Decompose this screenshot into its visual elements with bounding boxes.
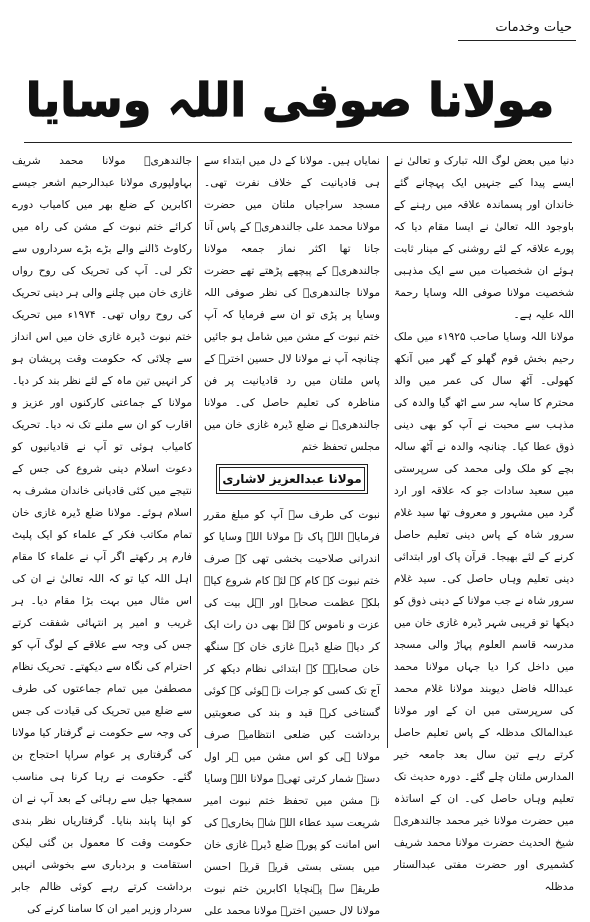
paragraph: جالندھریؒ مولانا محمد شریف بہاولپوری مولانا عبدالرحیم اشعر جیسے اکابرین کے ضلع بھر میں کامیاب دورے کرائے ختم نبوت کے مشن کی راہ میں رکاوٹ ڈالنے والے بڑے بڑے سرداروں سے ٹکر لی۔ آپ کی تحریک کی روح رواں غازی خان میں چلنے والی ہر دینی تحریک کی روح رواں تھی۔ ۱۹۷۴ء میں تحریک ختم نبوت ڈیرہ غازی خان میں اس انداز سے چلائی کہ حکومت وقت پریشان ہو کر انہیں تین ماہ کے لئے نظر بند کر دیا۔ مولانا کے جماعتی کارکنوں اور عزیز و اقارب کو ان سے ملنے تک نہ دیا۔ تحریک کامیاب ہوئی تو آپ نے قادیانیوں کو دعوت اسلام دینی شروع کی جس کے نتیجے میں کئی قادیانی خاندان مشرف بہ اسلام ہوئے۔ مولانا ضلع ڈیرہ غازی خان تمام مکاتب فکر کے علماء کو ایک پلیٹ فارم پر رکھتے اگر آپ نے علماء کا مقام اہل اللہ کیا تو کہ اللہ تعالیٰ نے ان کی اس مثال میں بہت بڑا مقام دیا۔ ہر غریب و امیر پر انتہائی شفقت کرتے جس کی وجہ سے علاقے کے لوگ آپ کو احترام کی نگاہ سے دیکھتے۔ تحریک نظام مصطفیٰ میں تمام جماعتوں کی طرف سے ضلع میں تحریک کی قیادت کی جس کی وجہ سے حکومت نے گرفتار کیا مولانا کی گرفتاری پر عوام سراپا احتجاج بن گئے۔ حکومت نے رہا کرنا ہی مناسب سمجھا جیل سے رہائی کے بعد آپ نے ان کو اپنا پابند بنایا۔ گرفتاریاں نظر بندی حکومت وقت کا معمول بن گئی لیکن استقامت و بردباری سے بخوشی انہیں برداشت کرتے رہے کوئی ظالم جابر سردار وزیر امیر ان کا سامنا کرنے کی (12, 155, 192, 915)
column-divider (197, 156, 198, 748)
column-middle (204, 150, 380, 917)
byline-box (216, 464, 368, 494)
title-rule (24, 142, 572, 143)
section-rule (458, 40, 576, 41)
column-right (394, 150, 574, 893)
article-title: مولانا صوفی اللہ وسایا (25, 73, 555, 127)
paragraph: مولانا اللہ وسایا صاحب ۱۹۲۵ء میں ملک رحیم بخش قوم گھلو کے گھر میں آنکھ کھولی۔ آٹھ سال کی عمر میں والد محترم کا سایہ سر سے اٹھ گیا والدہ کی مذہب سے محبت نے آپ کو بھی دینی ذوق عطا کیا۔ چنانچہ والدہ نے آٹھ سالہ بچے کو ملک ولی محمد کی سرپرستی میں سعید سادات جو کہ علاقہ اور ارد گرد میں مشہور و معروف تھا سید غلام سرور شاہ کے پاس دینی تعلیم حاصل کرنے کے لئے بھیجا۔ قرآن پاک اور ابتدائی دینی تعلیم وہاں حاصل کی۔ سید غلام سرور شاہ نے جب مولانا کے دینی ذوق کو دیکھا تو قریبی شہر ڈیرہ غازی خان میں مدرسہ قاسم العلوم پہاڑ والی مسجد میں داخل کرا دیا جہاں مولانا محمد عبداللہ فاضل دیوبند مولانا غلام محمد کی سرپرستی میں ان کے اور مولانا عبدالمالک مدظلہ کے پاس تعلیم حاصل کرتے رہے تین سال بعد جامعہ خیر المدارس ملتان چلے گئے۔ دورہ حدیث تک تعلیم وہاں حاصل کی۔ ان کے اساتذہ میں حضرت مولانا خیر محمد جالندھریؒ شیخ الحدیث حضرت مولانا محمد شریف کشمیری اور حضرت مفتی عبدالستار مدظلہ (394, 331, 574, 893)
column-left (12, 150, 192, 915)
paragraph: نمایاں ہیں۔ مولانا کے دل میں ابتداء سے ہی قادیانیت کے خلاف نفرت تھی۔ مسجد سراجیاں ملتان میں حضرت مولانا محمد علی جالندھریؒ کے پاس آنا جانا تھا اکثر نماز جمعہ مولانا جالندھریؒ کے پیچھے پڑھتے تھے حضرت مولانا جالندھریؒ کی نظر صوفی اللہ وسایا پر پڑی تو ان سے فرمایا کہ آپ ختم نبوت کے مشن میں شامل ہو جائیں چنانچہ آپ نے مولانا لال حسین اخترؒ کے پاس ملتان میں رد قادیانیت پر فن مناظرہ کی تعلیم حاصل کی۔ مولانا جالندھریؒ نے ضلع ڈیرہ غازی خان میں مجلس تحفظ ختم (204, 155, 380, 453)
paragraph: نبوت کی طرف سے آپ کو مبلغ مقرر فرمایا۔ اللہ پاک نے مولانا اللہ وسایا کو اندرانی صلاحیت بخشی تھی کہ صرف ختم نبوت کے کام کے لئے کام شروع کیا۔ بلکہ عظمت صحابہ اور اہل بیت کی عزت و ناموس کے لئے بھی دن رات ایک کر دیا۔ ضلع ڈیرہ غازی خان کے سنگھ خان صحابہؓ کے ابتدائی نظام دیکھ کر آج تک کسی کو جرات نہ ہوئی کہ کوئی گستاخی کرے قید و بند کی صعوبتیں برداشت کیں ضلعی انتظامیہ صرف مولانا ہی کو اس مشن میں ہر اول دستہ شمار کرتی تھی۔ مولانا اللہ وسایا نے مشن میں تحفظ ختم نبوت امیر شریعت سید عطاء اللہ شاہ بخاریؒ کی اس امانت کو پورے ضلع ڈیرہ غازی خان میں بستی بستی قریہ قریہ احسن طریقہ سے پہنچایا اکابرین ختم نبوت مولانا لال حسین اخترؒ مولانا محمد علی (204, 509, 380, 917)
column-divider (387, 156, 388, 748)
title-banner (25, 62, 555, 138)
author-byline: مولانا عبدالعزیز لاشاری (219, 467, 365, 491)
section-label: حیات وخدمات (495, 20, 572, 35)
paragraph: دنیا میں بعض لوگ اللہ تبارک و تعالیٰ نے ایسے پیدا کیے جنہیں ایک پہچانے گئے خاندان اور پسماندہ علاقہ میں رہنے کے باوجود اللہ تعالیٰ نے ایسا مقام دیا کہ پورے علاقہ کے لئے روشنی کے مینار ثابت ہوئے ان شخصیات میں سے ایک مذہبی شخصیت مولانا صوفی اللہ وسایا رحمۃ اللہ علیہ ہے۔ (394, 155, 574, 321)
